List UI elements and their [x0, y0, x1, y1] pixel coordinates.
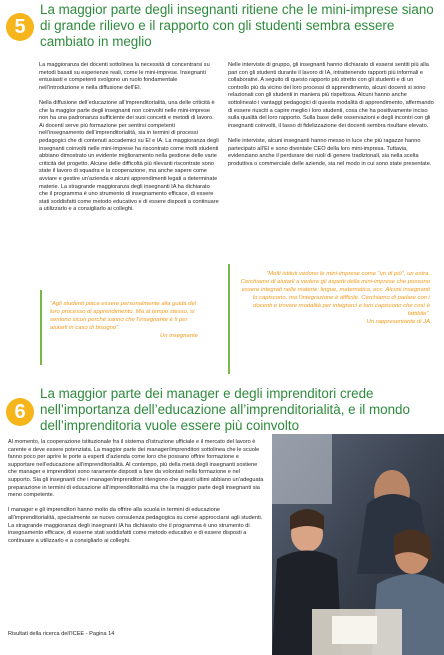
quote-right-bar: [228, 264, 230, 374]
classroom-photo: [272, 434, 444, 655]
quote-right: [240, 270, 430, 326]
section-5-number-badge: 5: [6, 13, 34, 41]
section-5-heading: La maggior parte degli insegnanti ritiene che le mini-imprese siano di grande rilievo e il rapporto con gli studenti sembra essere cambiato in meglio: [40, 2, 434, 49]
quote-left-bar: [40, 290, 42, 365]
source-reference: Risultati della ricerca dell’ICEE - Pagina 14: [8, 631, 115, 637]
paragraph: I manager e gli imprenditori hanno molto da offrire alla scuola in termini di educazione all’imprenditorialità, specialmente se nuovo consulenza pedagogica su come approcciarsi agli studenti. La stragrande maggioranza degli insegnanti IA ha dichiarato che il programma è uno strumento di insegnamento efficace, di esserne stati soddisfatti come metodo educativo e di essere disposti a continuare a utilizzarlo e a consigliarlo ai colleghi.: [8, 507, 263, 544]
paragraph: Nelle interviste, alcuni insegnanti hanno messo in luce che più ragazze hanno partecipato all’EI e sono diventate CEO della loro mini-impresa. Tuttavia, evidenziano anche il perdurare dei ruoli di genere tradizionali, sia nella scelta produttiva o commerciale delle aziende, sia nel modo in cui sono state presentate.: [228, 137, 432, 167]
paragraph: Nella diffusione dell’educazione all’imprenditorialità, una delle criticità è che la maggior parte degli insegnanti non coinvolti nelle mini-imprese non ha una padronanza sufficiente dei suoi concetti e metodi di lavoro. Ai docenti serve più formazione per sentirsi competenti nell’insegnamento dell’imprenditorialità, sia in termini di processi pedagogici che di contenuti accademici su EI e IA. La maggioranza degli insegnanti coinvolti nelle mini-imprese ha riscontrato come molti studenti abbiano dimostrato un evidente miglioramento nella gestione delle varie criticità del progetto. Alcune delle difficoltà più rilevanti riscontrate sono state il lavoro di squadra e la cooperazione, ma anche sapere come avviare e gestire un’azienda e alcuni apprendimenti legati a determinate materie. La stragrande maggioranza degli insegnanti IA ha dichiarato che il programma è uno strumento di insegnamento efficace, di essere stati soddisfatti come metodo educativo e di essere disposti a continuare a utilizzarlo e a consigliarlo ai colleghi.: [39, 99, 219, 213]
quote-attribution: Un insegnante: [160, 333, 198, 339]
section-5-right-column: [228, 62, 434, 168]
section-6-text-column: [8, 439, 264, 545]
section-6-heading: La maggior parte dei manager e degli imprenditori crede nell’importanza dell’educazione all’imprenditorialità, e il mondo dell’imprenditoria vuole essere più coinvolto: [40, 386, 410, 433]
quote-text: “Agli studenti piace essere personalmente alla guida del loro processo di apprendimento. Ma al tempo stesso, si sentono sicuri perché sanno che l’insegnante è lì per aiutarli in caso di bisogno”.: [50, 301, 197, 331]
quote-attribution: Un rappresentante di JA: [366, 319, 430, 325]
paragraph: Nelle interviste di gruppo, gli insegnanti hanno dichiarato di essersi sentiti più alla pari con gli studenti durante il lavoro di IA, intrattenendo rapporti più informali e collaborativi. A seguito di questo rapporto più stretto con gli studenti e di un controllo più da vicino dei loro processi di apprendimento, alcuni docenti si sono relazionati con gli studenti in maniera più rispettosa. Alcuni hanno anche sottolineato i vantaggi pedagogici di questa modalità di apprendimento, affermando di essere riusciti a capire meglio i loro studenti, cosa che ha positivamente inciso sulla qualità del loro rapporto. Sulla base delle osservazioni e degli incontri con gli insegnanti coinvolti, il tasso di fidelizzazione dei docenti sembra risultare elevato.: [228, 62, 434, 129]
section-6-number-badge: 6: [6, 398, 34, 426]
paragraph: Al momento, la cooperazione istituzionale fra il sistema d’istruzione ufficiale e il mercato del lavoro è carente e deve essere potenziata. La maggior parte dei manager/imprenditori sottolinea che le scuole fanno poco per aprire le porte a esperti d’azienda come loro che possano offrire formazione e supportare nell’educazione all’imprenditorialità. Al contempo, più della metà degli insegnanti sostiene che manager e imprenditori sono raramente disposti a fare da volontari nella formazione e nel supporto. Sia gli insegnanti che i manager/imprenditori ritengono che questi ultimi abbiano un’adeguata preparazione in termini di educazione all’imprenditorialità ma che la maggior parte degli insegnanti sia meno competente.: [8, 439, 264, 499]
section-5-left-column: [39, 62, 219, 214]
quote-text: “Molti istituti vedono le mini-imprese come “un di più”, un extra. Cerchiamo di aiutarli a vedere gli aspetti della mini-imprese che possono essere integrati nelle materie: lingue, matematica, ecc. Alcuni insegnanti lo capiscono, ma l’integrazione è difficile. Cerchiamo di parlare con i docenti e trovare modalità per integrarci e loro capiscono che così è fattibile”.: [240, 271, 430, 317]
classroom-photo-illustration: [272, 434, 444, 655]
quote-left: [50, 300, 198, 340]
paragraph: La maggioranza dei docenti sottolinea la necessità di concentrarsi su metodi basati su esperienze reali, come le mini-imprese. Insegnanti entusiasti e competenti svolgono un ruolo fondamentale nell’introduzione e nella diffusione dell’EI.: [39, 62, 210, 91]
